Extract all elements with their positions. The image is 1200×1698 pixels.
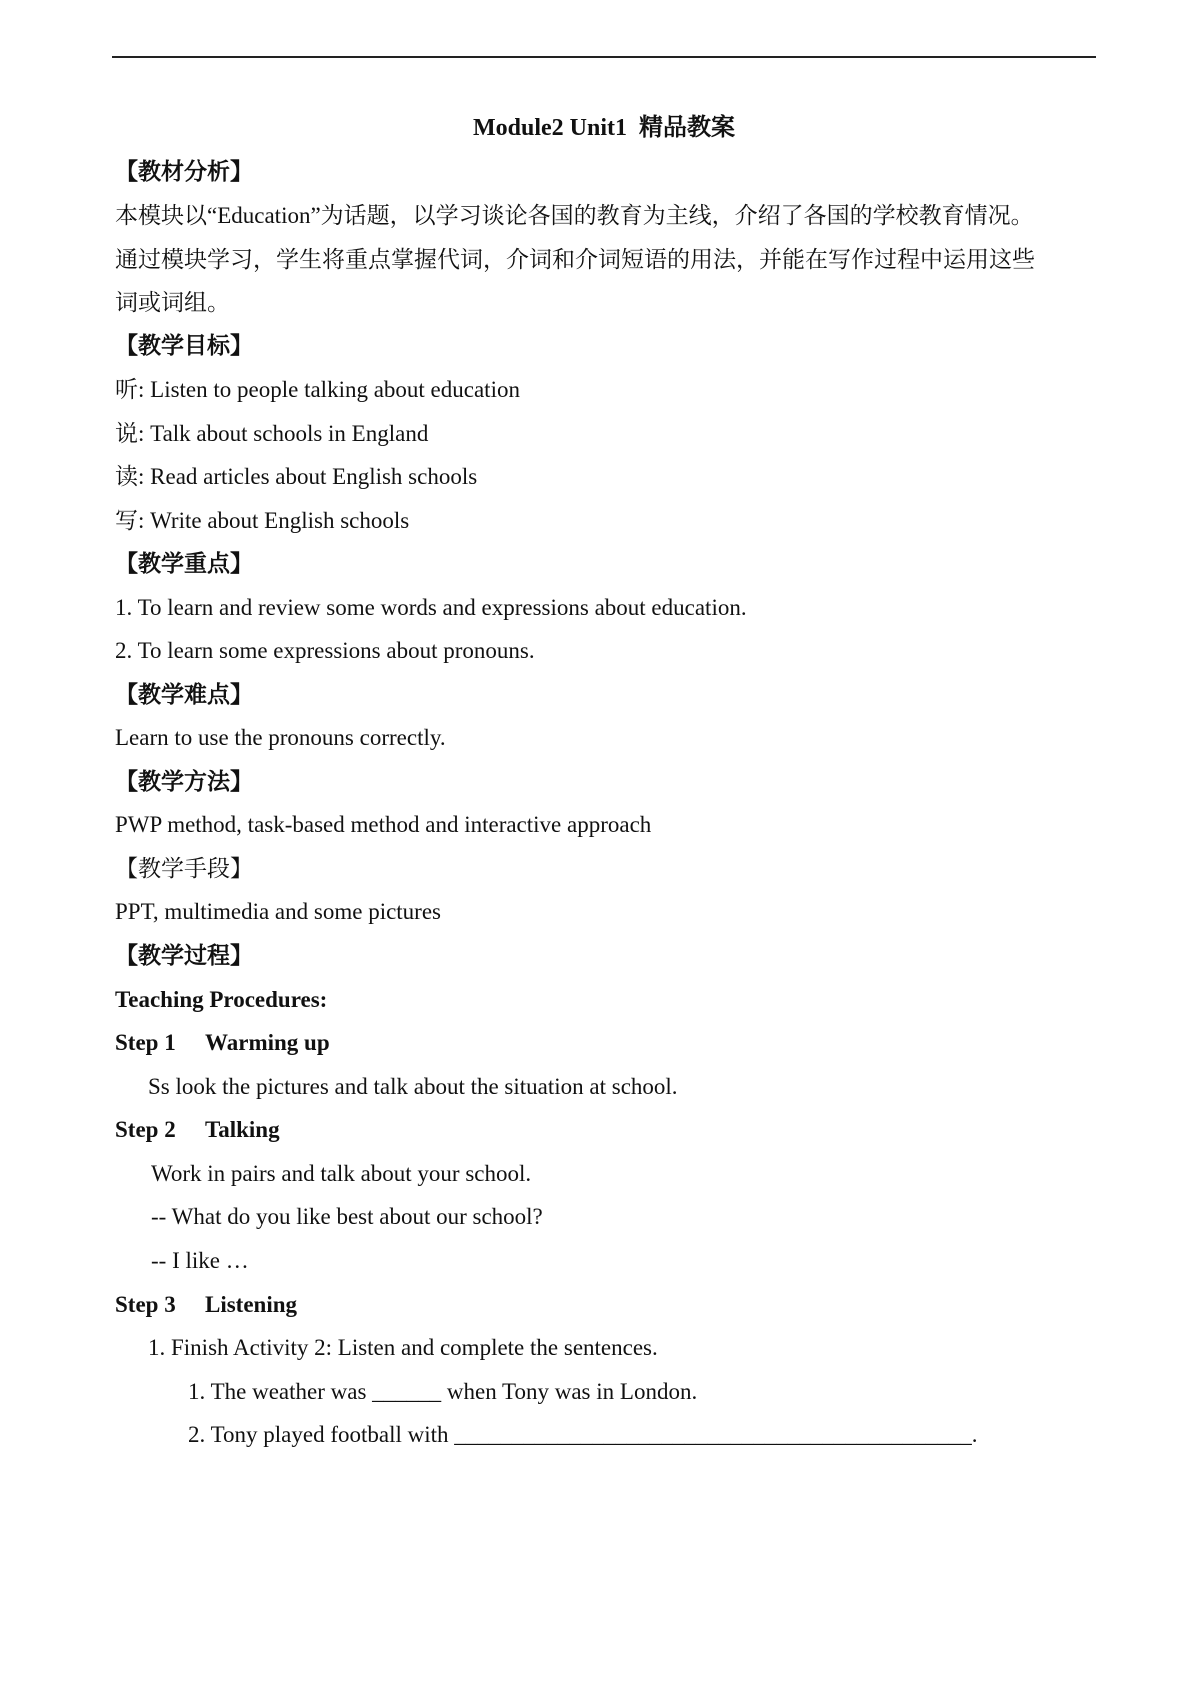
objective-item: 写: Write about English schools [115,508,410,533]
procedures-subheading: Teaching Procedures: [115,987,328,1012]
step-name: Talking [205,1117,280,1142]
paragraph-line: 本模块以“Education”为话题，以学习谈论各国的教育为主线，介绍了各国的学校教育情况。 [115,203,1034,228]
step-label: Step 1 [115,1030,176,1055]
step-2-line: Work in pairs and talk about your school. [151,1161,532,1186]
section-heading-means: 【教学手段】 [115,856,253,881]
step-label: Step 3 [115,1292,176,1317]
section-heading-material-analysis: 【教材分析】 [115,159,253,184]
section-heading-process: 【教学过程】 [115,943,253,968]
objective-item: 读: Read articles about English schools [115,464,478,489]
key-point-item: 2. To learn some expressions about pronouns. [115,638,535,663]
step-name: Listening [205,1292,298,1317]
page-title: Module2 Unit1 精品教案 [472,115,735,141]
step-2-heading [115,1116,280,1144]
objective-item: 说: Talk about schools in England [115,421,429,446]
step-3-heading [115,1291,297,1319]
section-heading-key-points: 【教学重点】 [115,551,253,576]
step-3-sentence: 1. The weather was ______ when Tony was in London. [188,1379,698,1404]
header-rule [112,56,1096,58]
objective-item: 听: Listen to people talking about education [115,377,520,402]
step-1-text: Ss look the pictures and talk about the situation at school. [148,1074,678,1099]
key-point-item: 1. To learn and review some words and expressions about education. [115,595,747,620]
difficulty-text: Learn to use the pronouns correctly. [115,725,446,750]
step-1-heading [115,1029,330,1057]
step-label: Step 2 [115,1117,176,1142]
paragraph-line: 通过模块学习，学生将重点掌握代词，介词和介词短语的用法，并能在写作过程中运用这些 [115,247,1035,272]
step-3-activity: 1. Finish Activity 2: Listen and complete the sentences. [148,1335,658,1360]
step-3-sentence: 2. Tony played football with _____________________________________________. [188,1422,978,1447]
paragraph-line: 词或词组。 [115,290,230,315]
section-heading-objectives: 【教学目标】 [115,333,253,358]
means-text: PPT, multimedia and some pictures [115,899,441,924]
section-heading-difficulties: 【教学难点】 [115,682,253,707]
step-2-line: -- I like … [151,1248,249,1273]
step-name: Warming up [205,1030,330,1055]
section-heading-methods: 【教学方法】 [115,769,253,794]
methods-text: PWP method, task-based method and interactive approach [115,812,652,837]
step-2-line: -- What do you like best about our school? [151,1204,543,1229]
